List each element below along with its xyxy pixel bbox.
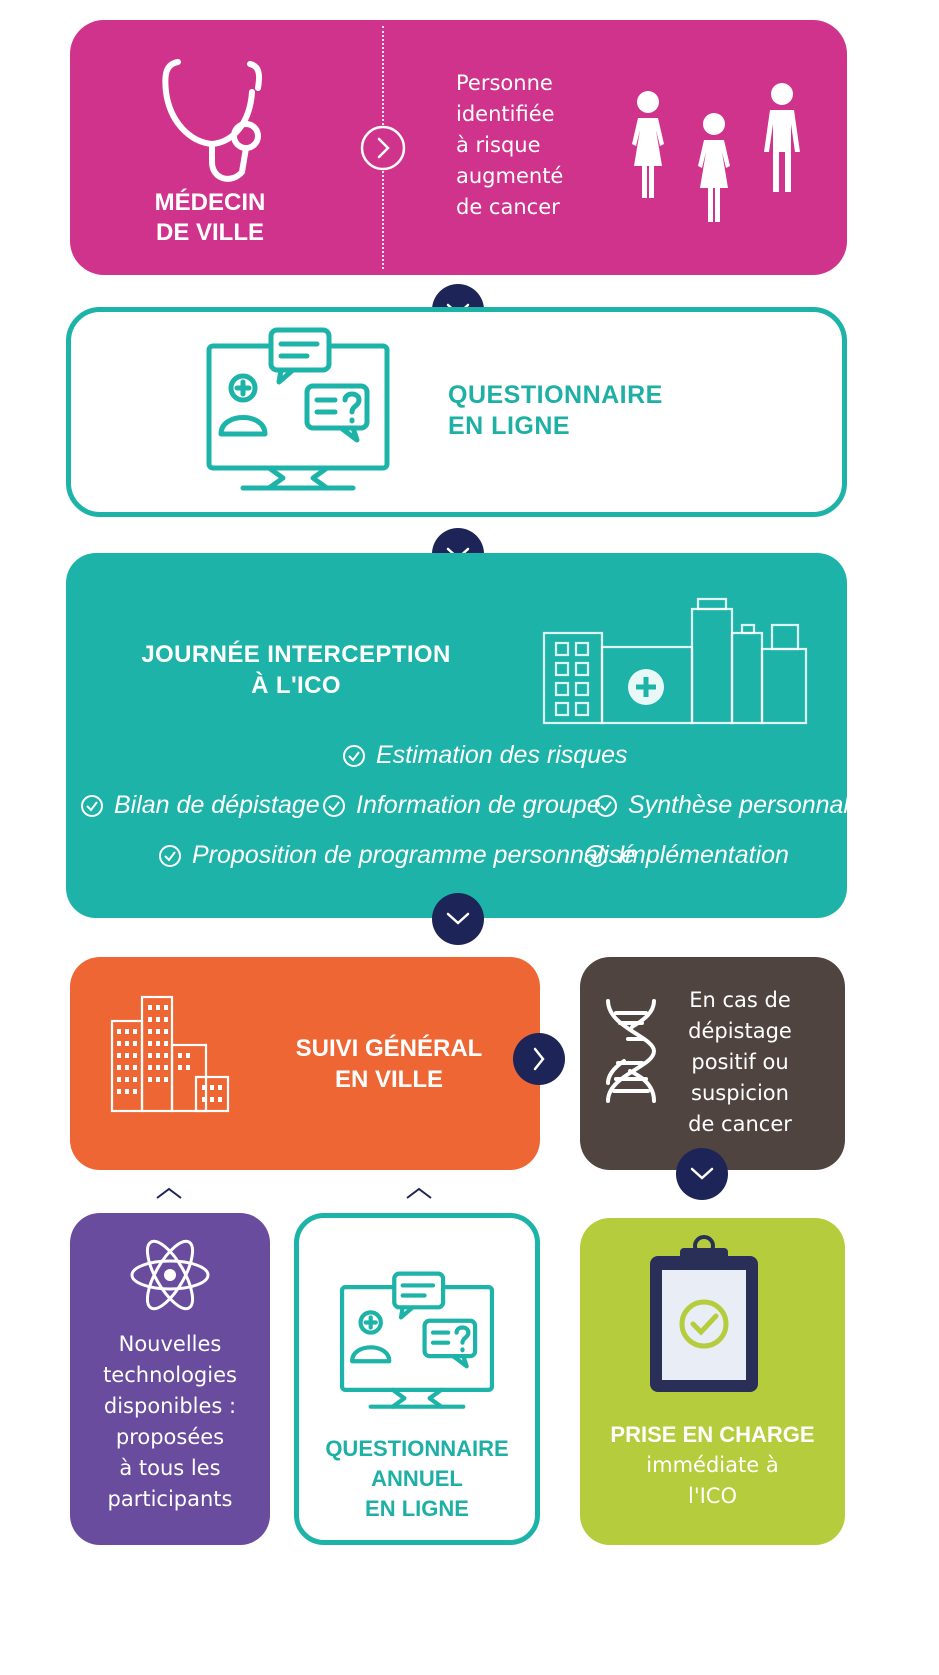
check-item-implementation: Implémentation	[584, 841, 789, 870]
dna-icon	[598, 997, 664, 1105]
step-questionnaire-en-ligne	[66, 307, 847, 517]
stethoscope-icon	[160, 52, 270, 192]
tech-text: Nouvelles technologies disponibles : proposées à tous les participants	[103, 1332, 237, 1511]
chevron-down-icon	[432, 893, 484, 945]
check-item-synthese: Synthèse personnalisée	[594, 791, 895, 820]
journee-title: JOURNÉE INTERCEPTION À L'ICO	[141, 641, 451, 699]
chevron-right-icon	[513, 1033, 565, 1085]
check-icon	[322, 794, 346, 818]
hospital-icon	[536, 595, 816, 725]
chevron-right-icon	[360, 125, 406, 171]
step-suivi-general	[70, 957, 540, 1170]
personne-text: Personne identifiée à risque augmenté de cancer	[456, 71, 564, 219]
care-subtitle: immédiate à l'ICO	[646, 1453, 779, 1508]
questionnaire-annuel-box	[294, 1213, 540, 1545]
chat-monitor-icon	[337, 1270, 497, 1412]
people-icon	[618, 80, 818, 230]
questionnaire-title: QUESTIONNAIRE EN LIGNE	[448, 381, 663, 440]
check-icon	[594, 794, 618, 818]
medecin-label: MÉDECIN DE VILLE	[154, 189, 266, 246]
check-item-bilan: Bilan de dépistage	[80, 791, 320, 820]
check-item-information: Information de groupe	[322, 791, 601, 820]
atom-icon	[128, 1233, 212, 1317]
check-icon	[158, 844, 182, 868]
chevron-up-icon	[154, 1186, 184, 1200]
check-item-proposition: Proposition de programme personnalisé	[158, 841, 635, 870]
check-icon	[342, 744, 366, 768]
step-medecin-de-ville	[70, 20, 847, 275]
check-icon	[584, 844, 608, 868]
chat-monitor-icon	[203, 326, 393, 494]
check-icon	[80, 794, 104, 818]
suivi-title: SUIVI GÉNÉRAL EN VILLE	[295, 1035, 483, 1093]
annual-title: QUESTIONNAIRE ANNUEL EN LIGNE	[325, 1436, 509, 1521]
prise-en-charge-box	[580, 1218, 845, 1545]
chevron-up-icon	[404, 1186, 434, 1200]
care-title: PRISE EN CHARGE	[610, 1422, 815, 1447]
depistage-positif-box	[580, 957, 845, 1170]
clipboard-check-icon	[646, 1234, 762, 1394]
depistage-text: En cas de dépistage positif ou suspicion de cancer	[688, 988, 792, 1136]
nouvelles-technologies-box	[70, 1213, 270, 1545]
chevron-down-icon	[676, 1148, 728, 1200]
buildings-icon	[108, 993, 232, 1113]
check-item-estimation: Estimation des risques	[342, 741, 628, 770]
step-journee-interception	[66, 553, 895, 918]
